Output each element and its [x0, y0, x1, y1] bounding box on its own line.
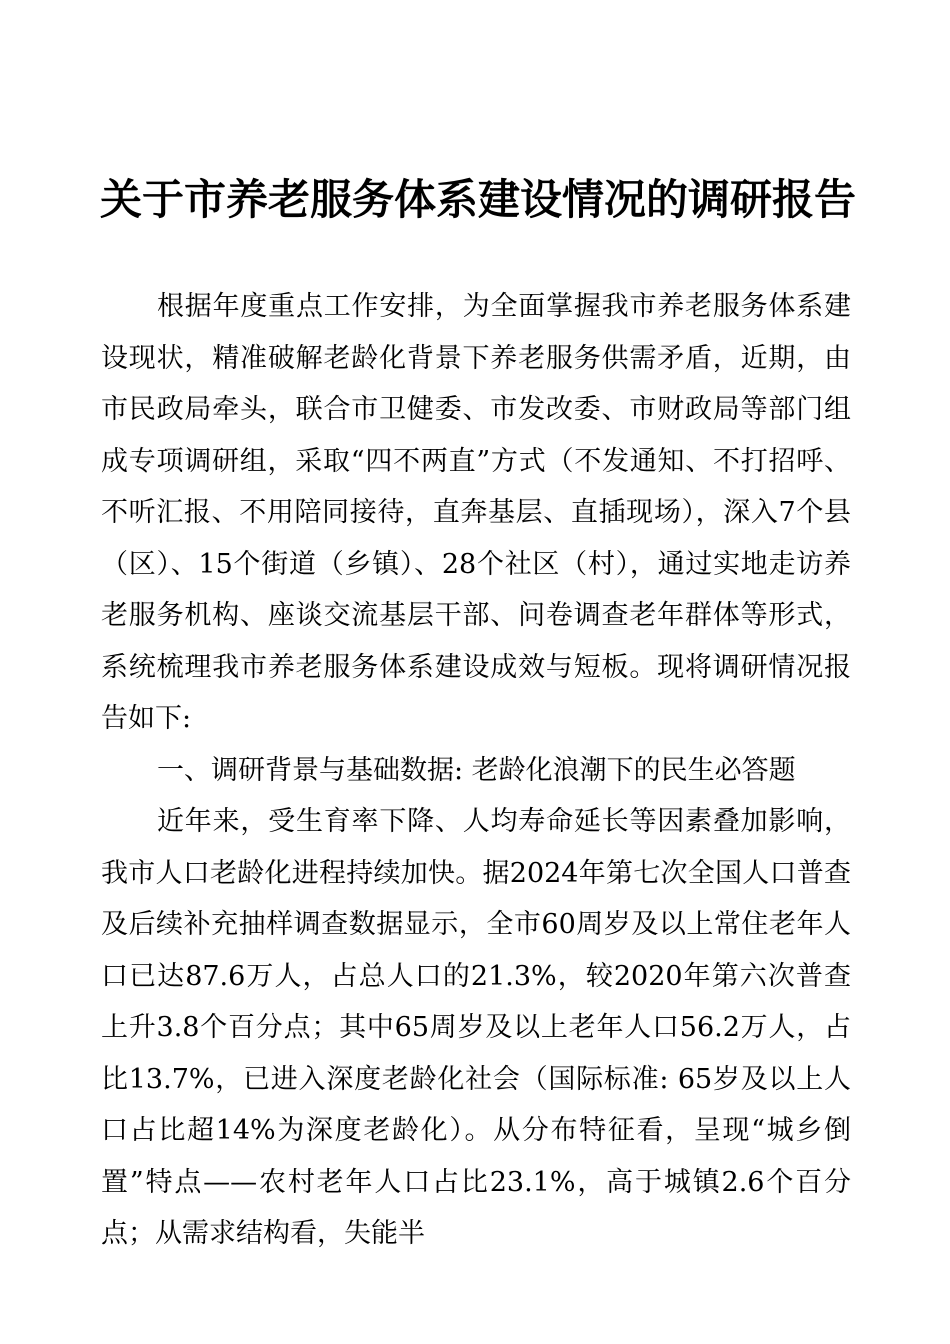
paragraph-intro: 根据年度重点工作安排，为全面掌握我市养老服务体系建设现状，精准破解老龄化背景下养老服务供需矛盾，近期，由市民政局牵头，联合市卫健委、市发改委、市财政局等部门组成专项调研组，采取“四不两直”方式（不发通知、不打招呼、不听汇报、不用陪同接待，直奔基层、直插现场），深入7个县（区）、15个街道（乡镇）、28个社区（村），通过实地走访养老服务机构、座谈交流基层干部、问卷调查老年群体等形式，系统梳理我市养老服务体系建设成效与短板。现将调研情况报告如下:	[101, 291, 851, 734]
document-title: 关于市养老服务体系建设情况的调研报告	[100, 175, 857, 224]
section-heading-1: 一、调研背景与基础数据: 老龄化浪潮下的民生必答题	[157, 754, 796, 786]
paragraph-background: 近年来，受生育率下降、人均寿命延长等因素叠加影响，我市人口老龄化进程持续加快。据2024年第七次全国人口普查及后续补充抽样调查数据显示，全市60周岁及以上常住老年人口已达87.6万人，占总人口的21.3%，较2020年第六次普查上升3.8个百分点；其中65周岁及以上老年人口56.2万人，占比13.7%，已进入深度老龄化社会（国际标准: 65岁及以上人口占比超14%为深度老龄化）。从分布特征看，呈现“城乡倒置”特点——农村老年人口占比23.1%，高于城镇2.6个百分点；从需求结构看，失能半	[101, 806, 851, 1249]
document-body	[101, 281, 851, 1260]
